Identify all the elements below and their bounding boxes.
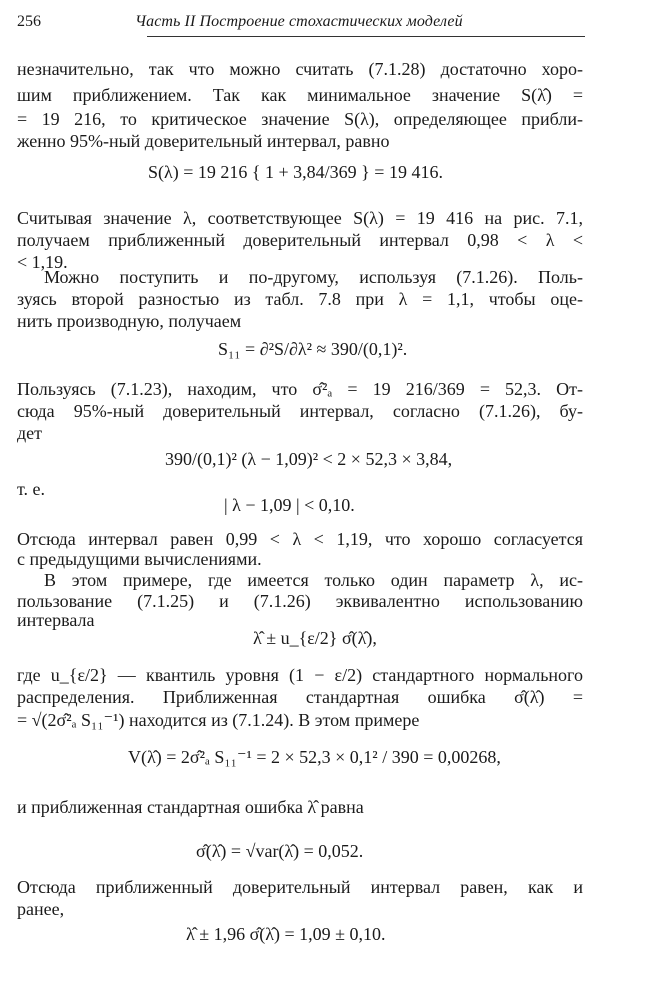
text-line: и приближенная стандартная ошибка λ̂ равна [17, 797, 364, 817]
text-line: дет [17, 423, 43, 443]
text-line: = 19 216, то критическое значение S(λ), определяющее прибли- [17, 109, 583, 129]
text-line: ранее, [17, 899, 65, 919]
text-line: женно 95%-ный доверительный интервал, равно [17, 131, 390, 151]
text-line: = √(2σ̂²ₐ S₁₁⁻¹) находится из (7.1.24). В этом примере [17, 710, 420, 730]
equation-final-interval: λ̂ ± 1,96 σ̂(λ̂) = 1,09 ± 0,10. [186, 924, 386, 944]
text-line: < 1,19. [17, 252, 68, 272]
text-line: незначительно, так что можно считать (7.1.28) достаточно хоро- [17, 59, 583, 79]
equation-abs-interval: | λ − 1,09 | < 0,10. [224, 495, 355, 515]
text-line: Считывая значение λ, соответствующее S(λ) = 19 416 на рис. 7.1, [17, 208, 583, 228]
equation-second-derivative: S₁₁ = ∂²S/∂λ² ≈ 390/(0,1)². [218, 339, 408, 359]
text-line: Пользуясь (7.1.23), находим, что σ̂²ₐ = 19 216/369 = 52,3. От- [17, 379, 583, 399]
text-line: интервала [17, 610, 95, 630]
equation-critical-value: S(λ) = 19 216 { 1 + 3,84/369 } = 19 416. [148, 162, 443, 182]
text-line: В этом примере, где имеется только один параметр λ, ис- [44, 570, 583, 590]
text-line: распределения. Приближенная стандартная ошибка σ̂(λ̂) = [17, 687, 583, 707]
equation-interval-inequality: 390/(0,1)² (λ − 1,09)² < 2 × 52,3 × 3,84, [165, 449, 453, 469]
text-line: Отсюда приближенный доверительный интервал равен, как и [17, 877, 583, 897]
text-line: нить производную, получаем [17, 311, 242, 331]
text-line: с предыдущими вычислениями. [17, 549, 262, 569]
text-line: т. е. [17, 479, 46, 499]
text-line: шим приближением. Так как минимальное значение S(λ̂) = [17, 85, 583, 105]
header-rule [147, 36, 585, 37]
text-line: где u_{ε/2} — квантиль уровня (1 − ε/2) стандартного нормального [17, 665, 583, 685]
text-line: получаем приближенный доверительный интервал 0,98 < λ < [17, 230, 583, 250]
text-line: Можно поступить и по-другому, используя (7.1.26). Поль- [44, 267, 583, 287]
running-title: Часть II Построение стохастических моделей [135, 13, 463, 30]
equation-standard-error: σ̂(λ̂) = √var(λ̂) = 0,052. [196, 841, 364, 861]
text-line: пользование (7.1.25) и (7.1.26) эквивалентно использованию [17, 591, 583, 611]
equation-variance: V(λ̂) = 2σ̂²ₐ S₁₁⁻¹ = 2 × 52,3 × 0,1² / 390 = 0,00268, [128, 747, 501, 767]
equation-interval-estimate: λ̂ ± u_{ε/2} σ̂(λ̂), [253, 628, 377, 648]
text-line: сюда 95%-ный доверительный интервал, согласно (7.1.26), бу- [17, 401, 583, 421]
text-line: зуясь второй разностью из табл. 7.8 при λ = 1,1, чтобы оце- [17, 289, 583, 309]
text-line: Отсюда интервал равен 0,99 < λ < 1,19, что хорошо согласуется [17, 529, 583, 549]
page-header [17, 10, 585, 36]
page-number: 256 [17, 13, 41, 30]
